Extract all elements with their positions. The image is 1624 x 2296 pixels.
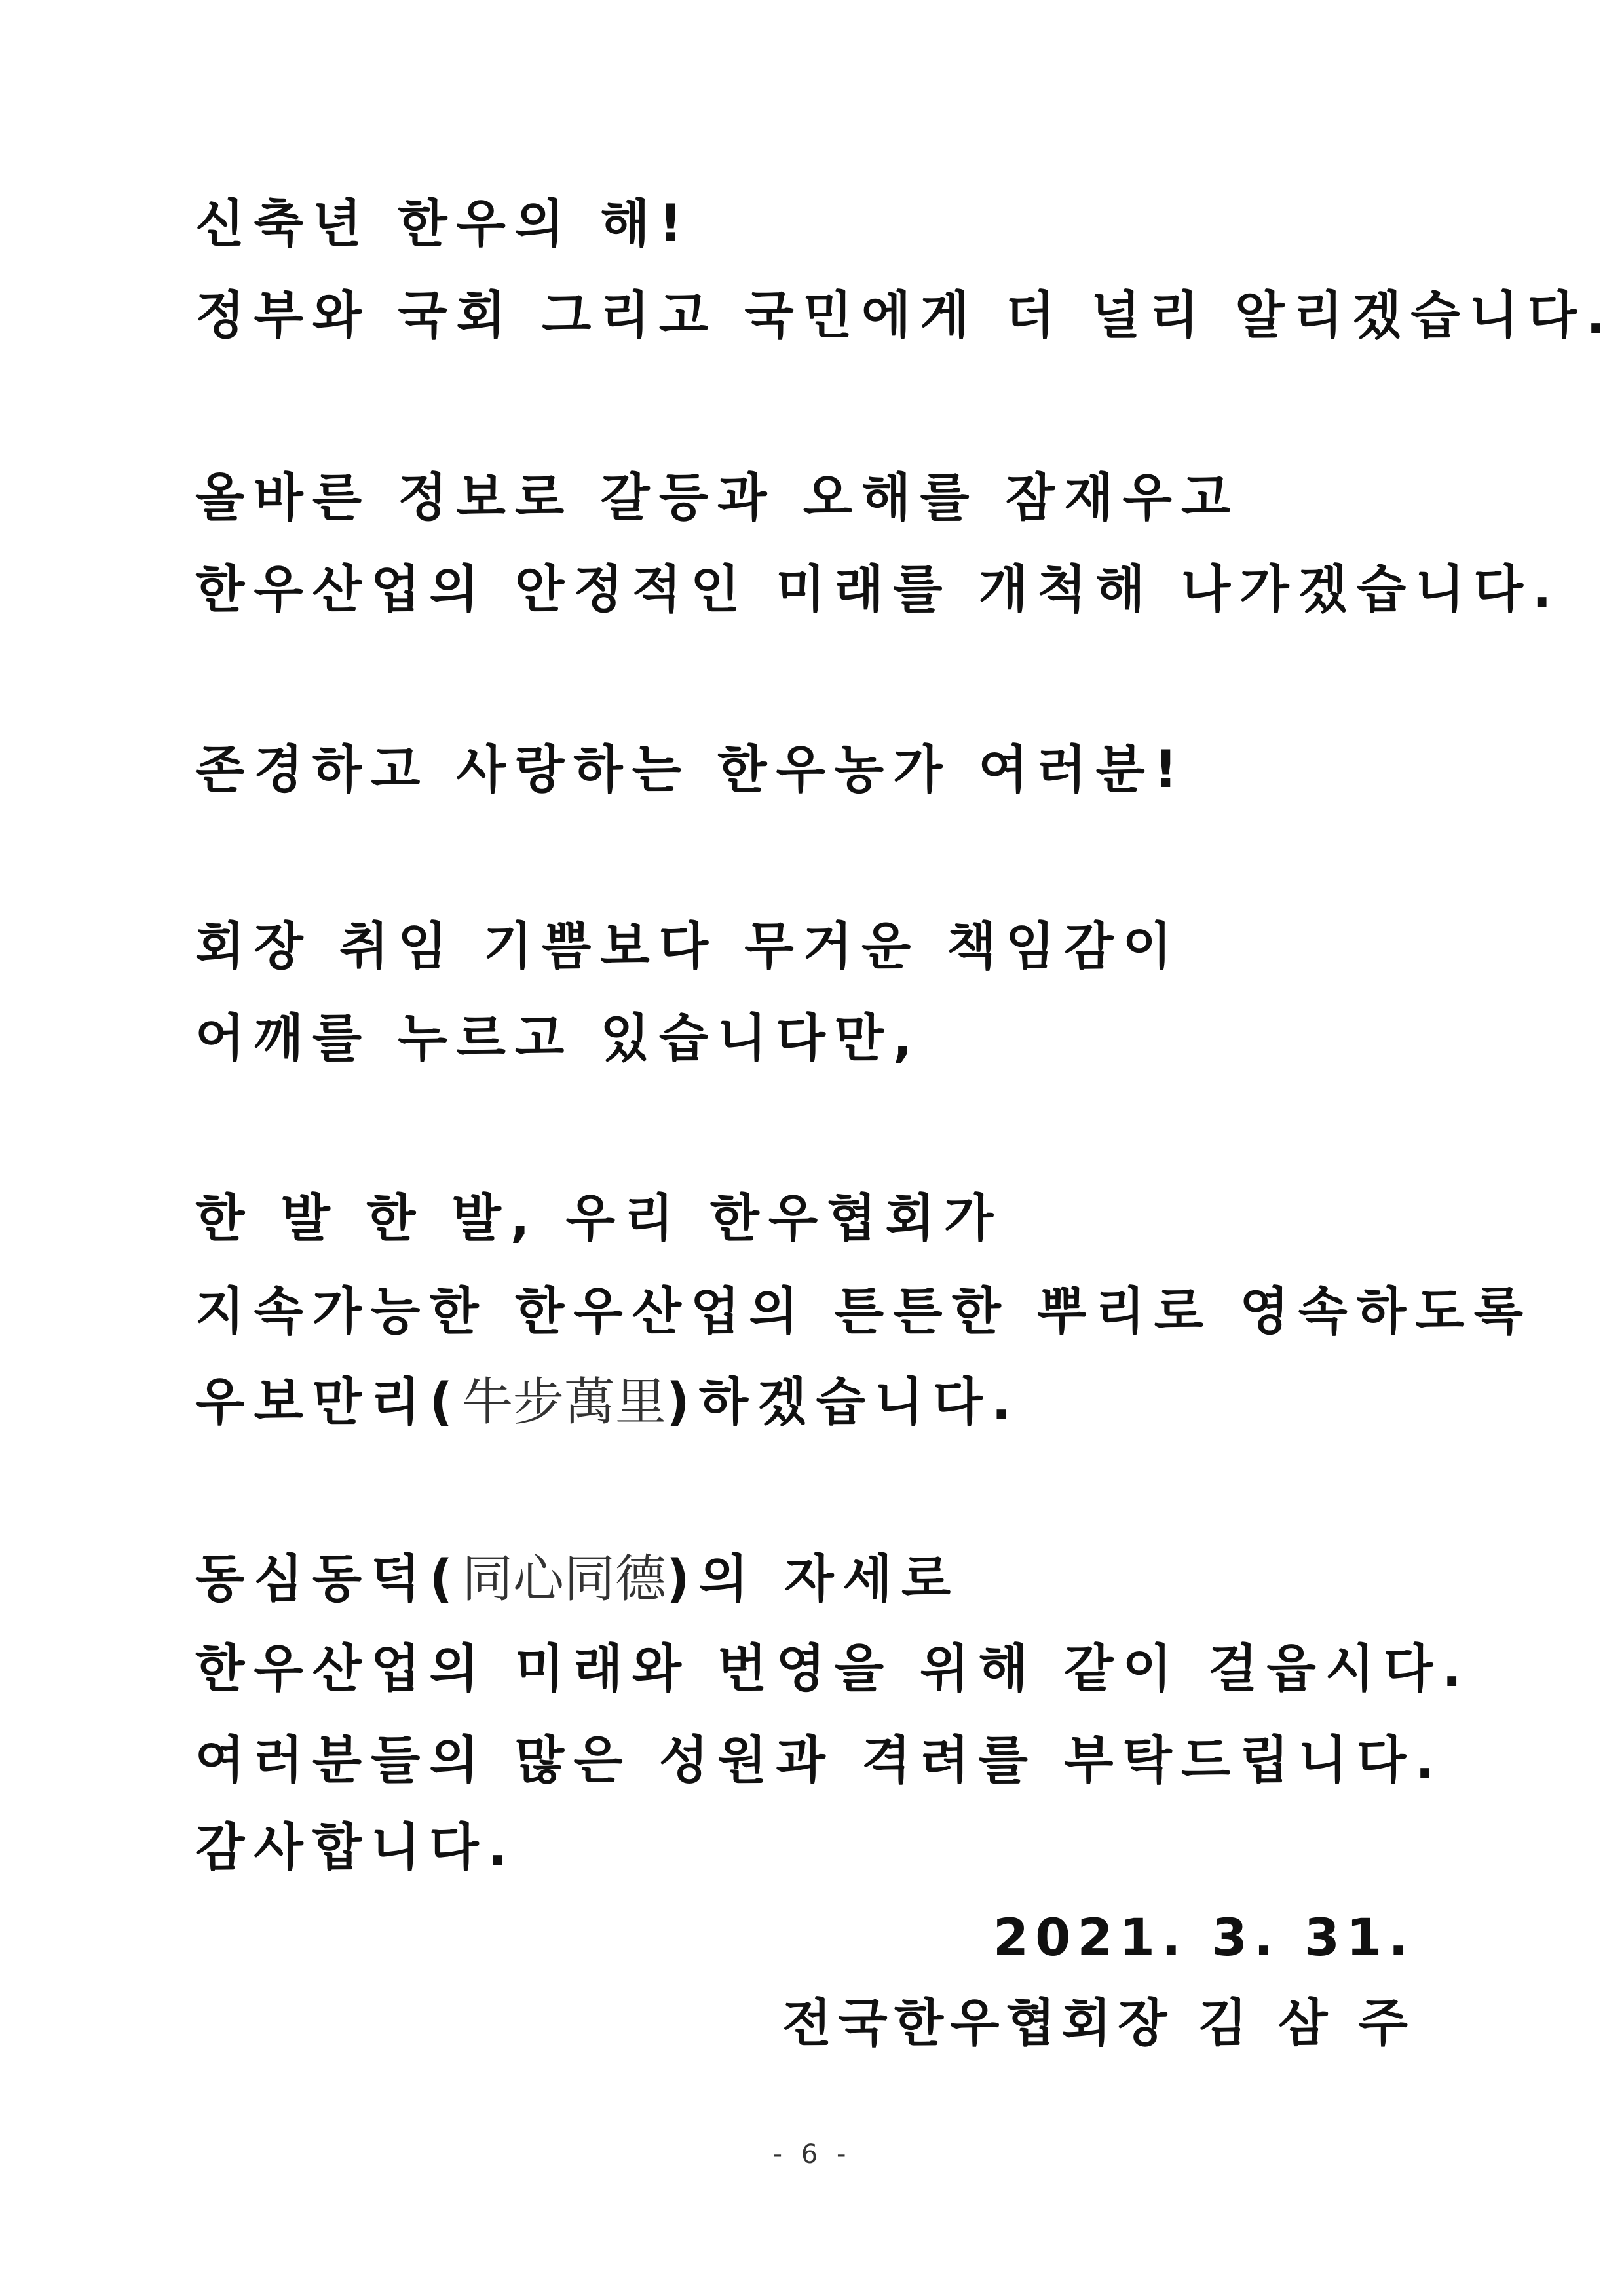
text-line: 존경하고 사랑하는 한우농가 여러분!: [195, 740, 1187, 799]
text-fragment: 동심동덕(: [195, 1550, 463, 1609]
text-line: 한우산업의 미래와 번영을 위해 같이 걸읍시다.: [195, 1639, 1471, 1698]
text-line: 어깨를 누르고 있습니다만,: [195, 1009, 922, 1068]
text-line: 정부와 국회 그리고 국민에게 더 널리 알리겠습니다.: [195, 286, 1615, 345]
text-line-with-hanja: [195, 1546, 960, 1612]
text-line: 한 발 한 발, 우리 한우협회가: [195, 1189, 1003, 1248]
text-fragment: 우보만리(: [195, 1373, 463, 1432]
text-line: 지속가능한 한우산업의 튼튼한 뿌리로 영속하도록: [195, 1282, 1532, 1341]
text-line: 감사합니다.: [195, 1818, 517, 1877]
text-line: 회장 취임 기쁨보다 무거운 책임감이: [195, 917, 1181, 976]
text-fragment: )의 자세로: [666, 1550, 960, 1609]
text-line-with-hanja: [195, 1369, 1020, 1435]
text-line: 신축년 한우의 해!: [195, 195, 692, 254]
text-line: 한우산업의 안정적인 미래를 개척해 나가겠습니다.: [195, 560, 1561, 619]
hanja-text: 同心同德: [462, 1550, 667, 1609]
text-fragment: )하겠습니다.: [666, 1373, 1021, 1432]
page-number: - 6 -: [772, 2139, 852, 2170]
text-line: 올바른 정보로 갈등과 오해를 잠재우고: [195, 469, 1240, 527]
signature: 전국한우협회장 김 삼 주: [782, 1994, 1414, 2053]
text-line: 여러분들의 많은 성원과 격려를 부탁드립니다.: [195, 1731, 1444, 1790]
hanja-text: 牛步萬里: [462, 1373, 667, 1432]
document-date: 2021. 3. 31.: [992, 1909, 1414, 1968]
